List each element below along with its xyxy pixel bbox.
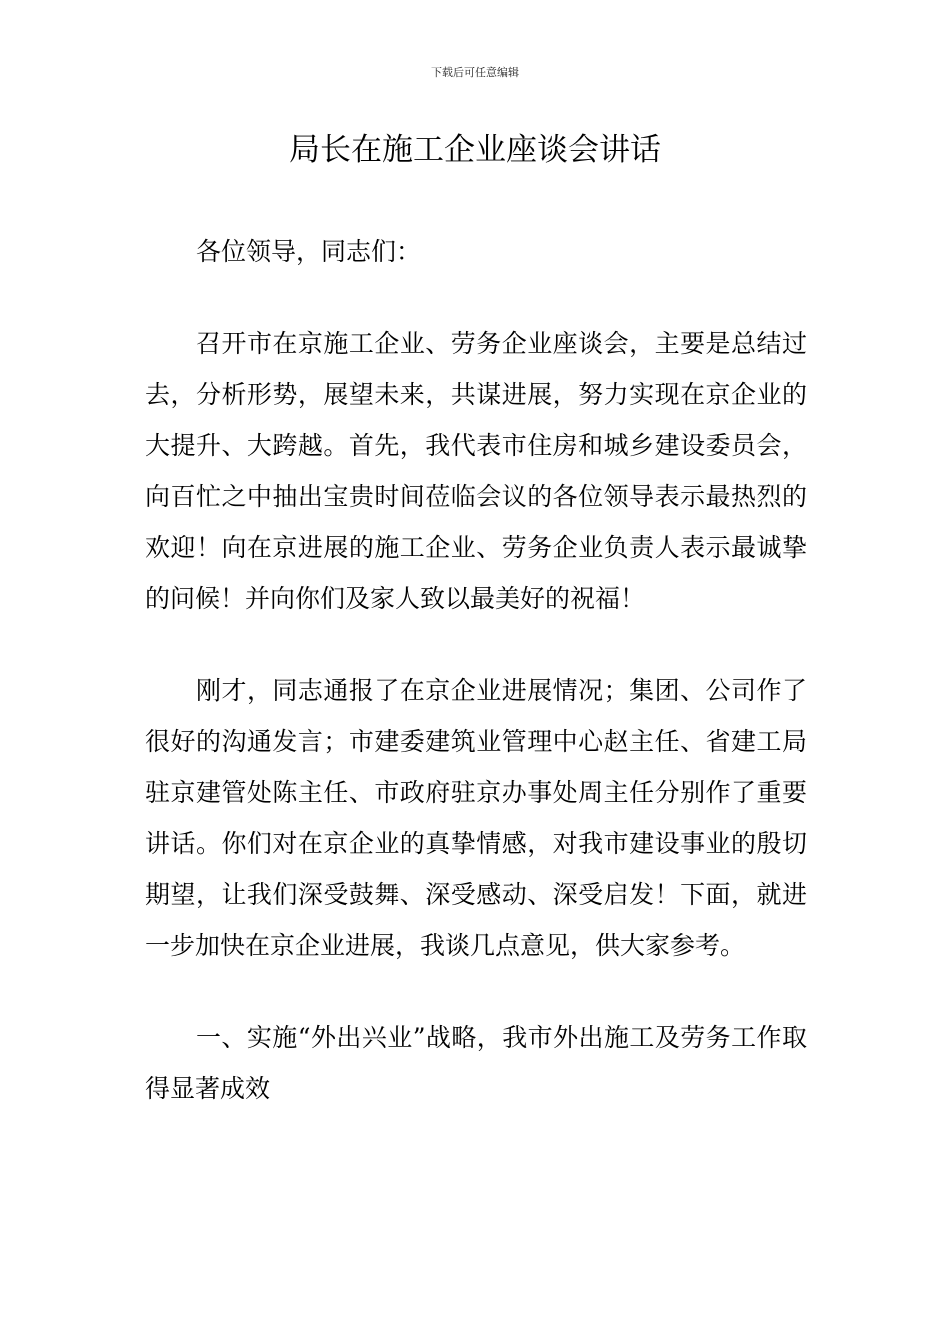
- section-heading-1: 一、实施“外出兴业”战略，我市外出施工及劳务工作取得显著成效: [145, 1023, 807, 1103]
- opening-paragraph: 召开市在京施工企业、劳务企业座谈会，主要是总结过去，分析形势，展望未来，共谋进展，努力实现在京企业的大提升、大跨越。首先，我代表市住房和城乡建设委员会，向百忙之中抽出宝贵时间莅临会议的各位领导表示最热烈的欢迎！向在京进展的施工企业、劳务企业负责人表示最诚挚的问候！并向你们及家人致以最美好的祝福！: [145, 329, 807, 613]
- salutation-paragraph: 各位领导，同志们：: [196, 237, 422, 266]
- document-body: [145, 226, 807, 1114]
- header-note: 下载后可任意编辑: [431, 66, 519, 79]
- review-paragraph: 刚才，同志通报了在京企业进展情况；集团、公司作了很好的沟通发言；市建委建筑业管理中心赵主任、省建工局驻京建管处陈主任、市政府驻京办事处周主任分别作了重要讲话。你们对在京企业的真挚情感，对我市建设事业的殷切期望，让我们深受鼓舞、深受感动、深受启发！下面，就进一步加快在京企业进展，我谈几点意见，供大家参考。: [145, 676, 807, 960]
- document-title: 局长在施工企业座谈会讲话: [289, 132, 661, 168]
